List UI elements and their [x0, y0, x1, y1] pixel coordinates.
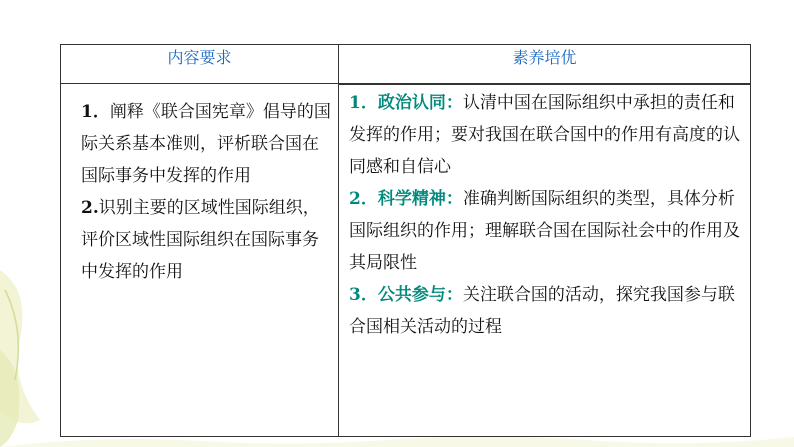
literacy-number: 1．	[349, 93, 378, 113]
requirement-number: 2.	[81, 198, 99, 218]
literacy-cell	[339, 84, 751, 437]
literacy-item	[349, 279, 740, 343]
curriculum-table	[60, 44, 751, 437]
literacy-item	[349, 87, 740, 183]
literacy-text: 认清中国在国际组织中承担的责任和发挥的作用；要对我国在联合国中的作用有高度的认同感和自信心	[349, 93, 740, 177]
literacy-number: 3．	[349, 285, 378, 305]
requirement-item	[81, 192, 332, 288]
requirement-text: 阐释《联合国宪章》倡导的国际关系基本准则，评析联合国在国际事务中发挥的作用	[81, 102, 331, 186]
literacy-text: 准确判断国际组织的类型，具体分析国际组织的作用；理解联合国在国际社会中的作用及其局限性	[349, 189, 740, 273]
header-content-requirements: 内容要求	[61, 45, 339, 84]
literacy-item	[349, 183, 740, 279]
literacy-text: 关注联合国的活动，探究我国参与联合国相关活动的过程	[349, 285, 735, 337]
leaf-decoration	[0, 230, 60, 447]
requirement-text: 识别主要的区域性国际组织，评价区域性国际组织在国际事务中发挥的作用	[81, 198, 320, 282]
literacy-keyword: 科学精神：	[377, 189, 463, 209]
literacy-keyword: 公共参与：	[377, 285, 463, 305]
literacy-number: 2．	[349, 189, 378, 209]
cell-divider	[339, 84, 750, 85]
header-literacy: 素养培优	[339, 45, 751, 84]
literacy-keyword: 政治认同：	[377, 93, 463, 113]
content-requirements-cell	[61, 84, 339, 437]
requirement-item	[81, 96, 332, 192]
requirement-number: 1．	[81, 102, 110, 122]
